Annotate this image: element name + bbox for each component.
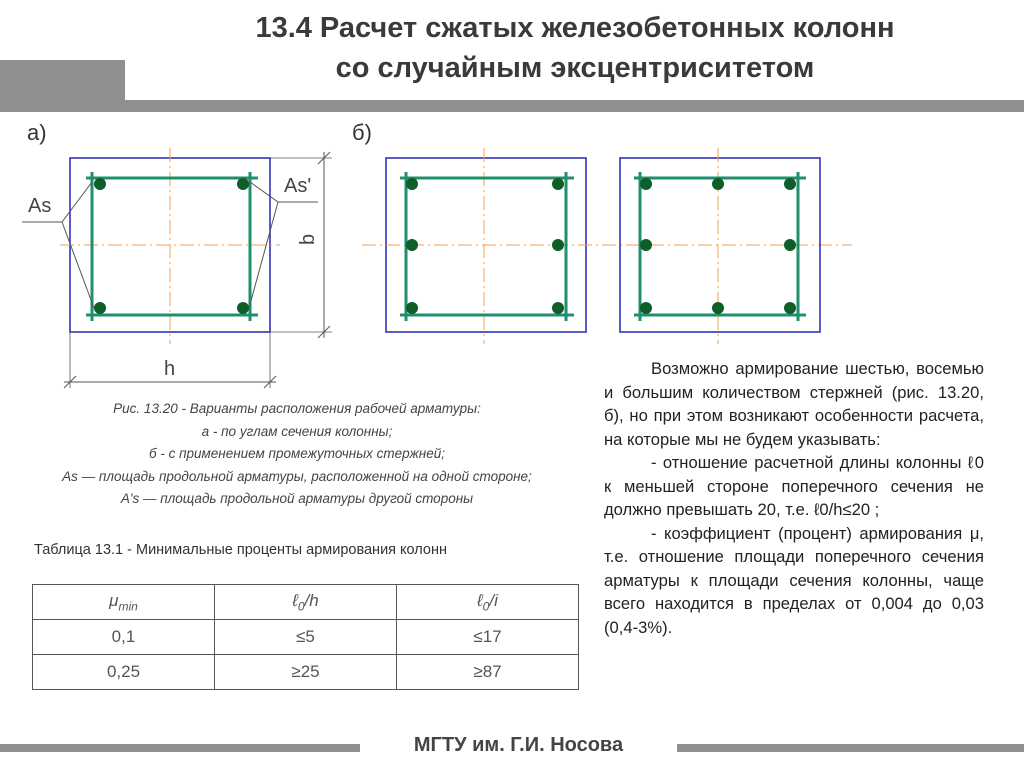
table-header-row <box>33 585 579 620</box>
as-leader-top <box>62 182 92 222</box>
label-b: б) <box>352 120 372 145</box>
figure-caption <box>14 398 580 511</box>
section-b-eight-bars <box>620 148 820 344</box>
dim-b-label: b <box>297 233 319 245</box>
caption-line-4: Аs — площадь продольной арматуры, расположенной на одной стороне; <box>62 468 532 484</box>
table-title: Таблица 13.1 - Минимальные проценты армирования колонн <box>34 542 448 558</box>
footer-band-right <box>677 744 1024 752</box>
table-cell: ≥25 <box>215 655 397 690</box>
bar-b1-6 <box>552 302 564 314</box>
body-text <box>604 357 984 639</box>
bar-b1-3 <box>406 239 418 251</box>
header-band-left <box>0 60 125 100</box>
bar-b2-8 <box>784 302 796 314</box>
footer-institution: МГТУ им. Г.И. Носова <box>413 734 624 756</box>
bar-b2-7 <box>712 302 724 314</box>
header-l0-h: ℓ$_0$/h <box>215 585 397 620</box>
caption-line-5: А's — площадь продольной арматуры другой стороны <box>120 491 474 506</box>
body-paragraph-3: - коэффициент (процент) армирования μ, т.е. отношение площади поперечного сечения арматуры к площади сечения колонны, чаще всего находится в пределах от 0,004 до 0,03 (0,4-3%). <box>604 523 984 637</box>
header-band <box>0 100 1024 112</box>
bar-a-4 <box>237 302 249 314</box>
bar-b1-5 <box>406 302 418 314</box>
slide-title <box>150 8 1000 88</box>
bar-b2-5 <box>784 239 796 251</box>
table-cell: 0,1 <box>33 620 215 655</box>
bar-b1-1 <box>406 178 418 190</box>
caption-line-2: а - по углам сечения колонны; <box>201 423 393 439</box>
bar-b2-2 <box>712 178 724 190</box>
bar-a-1 <box>94 178 106 190</box>
as-prime-label: As' <box>284 175 312 197</box>
table-cell: ≥87 <box>397 655 579 690</box>
bar-b2-1 <box>640 178 652 190</box>
reinforcement-table <box>32 584 579 690</box>
bar-a-2 <box>237 178 249 190</box>
as-leader-bottom <box>62 222 94 308</box>
header-mu-min: $\mu_{min}$ <box>33 585 215 620</box>
as-label: As <box>28 195 52 217</box>
dim-h-label: h <box>164 358 176 380</box>
body-paragraph-1: Возможно армирование шестью, восемью и большим количеством стержней (рис. 13.20, б), но при этом возникают особенности расчета, на которые мы не будем указывать: <box>604 359 984 449</box>
table-cell: ≤17 <box>397 620 579 655</box>
title-line-1: 13.4 Расчет сжатых железобетонных колонн <box>255 12 895 44</box>
label-a: а) <box>27 120 47 145</box>
table-row <box>33 620 579 655</box>
table-cell: ≤5 <box>215 620 397 655</box>
table-cell: 0,25 <box>33 655 215 690</box>
bar-b2-3 <box>784 178 796 190</box>
bar-b1-2 <box>552 178 564 190</box>
caption-line-1: Рис. 13.20 - Варианты расположения рабочей арматуры: <box>113 401 481 416</box>
title-line-2: со случайным эксцентриситетом <box>335 52 815 84</box>
bar-b2-4 <box>640 239 652 251</box>
body-paragraph-2: - отношение расчетной длины колонны ℓ0 к меньшей стороне поперечного сечения не должно превышать 20, т.е. ℓ0/h≤20 ; <box>604 453 984 519</box>
table-row <box>33 655 579 690</box>
bar-a-3 <box>94 302 106 314</box>
bar-b1-4 <box>552 239 564 251</box>
caption-line-3: б - с применением промежуточных стержней; <box>149 446 445 461</box>
footer-band-left <box>0 744 360 752</box>
bar-b2-6 <box>640 302 652 314</box>
header-l0-i: ℓ$_0$/i <box>397 585 579 620</box>
section-a <box>22 148 332 388</box>
reinforcement-figure <box>0 112 880 398</box>
as-prime-leader-top <box>250 182 278 202</box>
as-prime-leader-bottom <box>249 202 278 308</box>
